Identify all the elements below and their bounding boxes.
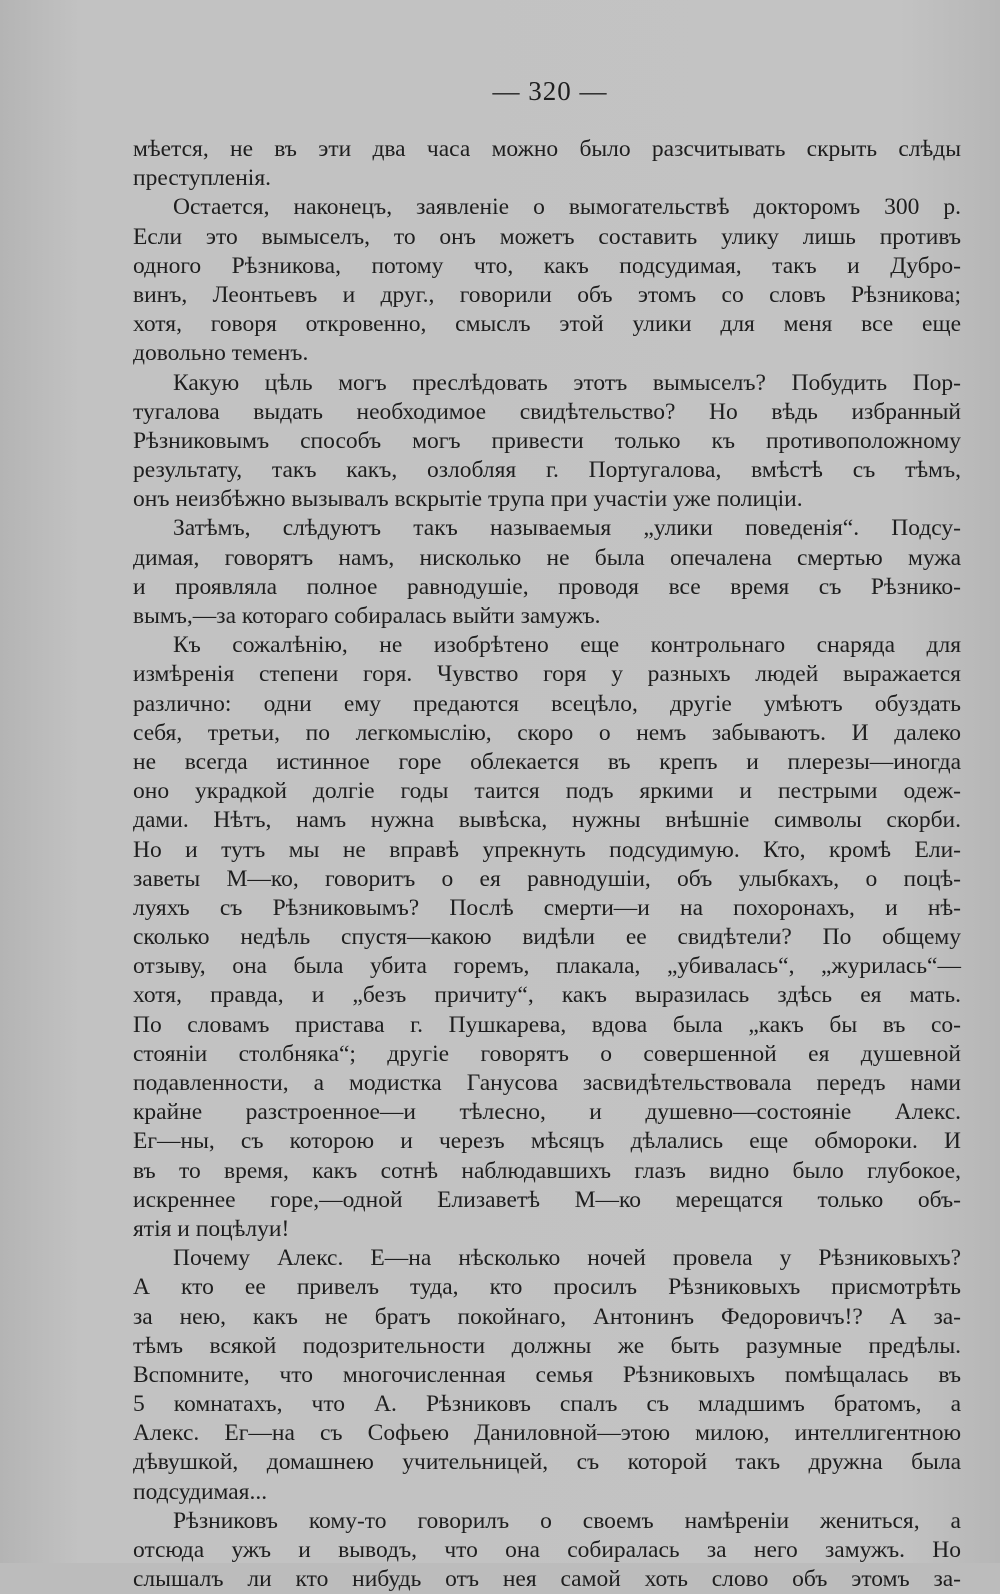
- text-line: крайне разстроенное—и тѣлесно, и душевно—состояніе Алекс.: [133, 1099, 961, 1126]
- text-line: Какую цѣль могъ преслѣдовать этотъ вымыселъ? Побудить Пор-: [173, 369, 961, 396]
- text-line: дѣвушкой, домашнею учительницей, съ которой такъ дружна была: [133, 1449, 961, 1476]
- text-line: Къ сожалѣнію, не изобрѣтено еще контрольнаго снаряда для: [173, 632, 961, 659]
- text-line: оно украдкой долгіе годы таится подъ яркими и пестрыми одеж-: [133, 778, 961, 805]
- text-line: не всегда истинное горе облекается въ крепъ и плерезы—иногда: [133, 748, 961, 775]
- text-line: сколько недѣль спустя—какою видѣли ее свидѣтели? По общему: [133, 924, 961, 951]
- text-line: искреннее горе,—одной Елизаветѣ М—ко мерещатся только объ-: [133, 1186, 961, 1213]
- text-line: А кто ее привелъ туда, кто просилъ Рѣзниковыхъ присмотрѣть: [133, 1274, 961, 1301]
- text-line: стояніи столбняка“; другіе говорятъ о совершенной ея душевной: [133, 1040, 961, 1067]
- body-text: [133, 135, 961, 1594]
- text-line: Если это вымыселъ, то онъ можетъ составить улику лишь противъ: [133, 223, 961, 250]
- text-line: измѣренія степени горя. Чувство горя у разныхъ людей выражается: [133, 661, 961, 688]
- page-number: — 320 —: [492, 76, 608, 106]
- text-line: отсюда ужъ и выводъ, что она собиралась за него замужъ. Но: [133, 1537, 961, 1563]
- text-line: хотя, правда, и „безъ причиту“, какъ выразилась здѣсь ея мать.: [133, 982, 961, 1009]
- text-line: мѣется, не въ эти два часа можно было разсчитывать скрыть слѣды: [133, 136, 961, 162]
- text-line: одного Рѣзникова, потому что, какъ подсудимая, такъ и Дубро-: [133, 252, 961, 279]
- text-line: онъ неизбѣжно вызывалъ вскрытіе трупа при участіи уже полиціи.: [133, 486, 803, 513]
- text-line: слышалъ ли кто нибудь отъ нея самой хоть слово объ этомъ за-: [133, 1566, 961, 1593]
- text-line: Затѣмъ, слѣдуютъ такъ называемыя „улики поведенія“. Подсу-: [173, 515, 961, 542]
- text-line: ятія и поцѣлуи!: [133, 1215, 290, 1242]
- text-line: хотя, говоря откровенно, смыслъ этой улики для меня все еще: [133, 311, 961, 338]
- text-line: преступленія.: [133, 165, 272, 192]
- text-line: Остается, наконецъ, заявленіе о вымогательствѣ докторомъ 300 р.: [173, 194, 961, 221]
- text-line: подсудимая...: [133, 1478, 268, 1505]
- text-line: димая, говорятъ намъ, нисколько не была опечалена смертью мужа: [133, 544, 961, 571]
- text-line: Рѣзниковъ кому-то говорилъ о своемъ намѣреніи жениться, а: [173, 1507, 961, 1534]
- text-line: за нею, какъ не братъ покойнаго, Антонинъ Федоровичъ!? А за-: [133, 1303, 961, 1330]
- text-line: тѣмъ всякой подозрительности должны же быть разумные предѣлы.: [133, 1332, 961, 1359]
- text-line: вымъ,—за котораго собиралась выйти замужъ.: [133, 603, 601, 629]
- text-line: луяхъ съ Рѣзниковымъ? Послѣ смерти—и на похоронахъ, и нѣ-: [133, 894, 961, 921]
- text-line: себя, третьи, по легкомыслію, скоро о немъ забываютъ. И далеко: [133, 719, 961, 746]
- text-line: винъ, Леонтьевъ и друг., говорили объ этомъ со словъ Рѣзникова;: [133, 281, 961, 308]
- text-line: и проявляла полное равнодушіе, проводя все время съ Рѣзнико-: [133, 573, 961, 600]
- text-line: подавленности, а модистка Ганусова засвидѣтельствовала передъ нами: [133, 1070, 961, 1096]
- text-line: довольно теменъ.: [133, 340, 309, 367]
- text-line: Но и тутъ мы не вправѣ упрекнуть подсудимую. Кто, кромѣ Ели-: [133, 836, 961, 863]
- text-line: отзыву, она была убита горемъ, плакала, „убивалась“, „журилась“—: [133, 953, 961, 980]
- text-line: Рѣзниковымъ способъ могъ привести только къ противоположному: [133, 427, 961, 454]
- text-line: Алекс. Ег—на съ Софьею Даниловной—этою милою, интеллигентною: [133, 1420, 961, 1447]
- text-line: Вспомните, что многочисленная семья Рѣзниковыхъ помѣщалась въ: [133, 1361, 961, 1388]
- text-line: Почему Алекс. Е—на нѣсколько ночей провела у Рѣзниковыхъ?: [173, 1245, 961, 1272]
- text-line: Ег—ны, съ которою и черезъ мѣсяцъ дѣлались еще обмороки. И: [133, 1128, 961, 1155]
- text-line: По словамъ пристава г. Пушкарева, вдова была „какъ бы въ со-: [133, 1011, 961, 1038]
- text-line: въ то время, какъ сотнѣ наблюдавшихъ глазъ видно было глубокое,: [133, 1157, 961, 1184]
- text-line: результату, такъ какъ, озлобляя г. Португалова, вмѣстѣ съ тѣмъ,: [133, 457, 961, 484]
- text-line: дами. Нѣтъ, намъ нужна вывѣска, нужны внѣшніе символы скорби.: [133, 807, 961, 834]
- text-line: заветы М—ко, говоритъ о ея равнодушіи, объ улыбкахъ, о поцѣ-: [133, 865, 961, 892]
- text-line: тугалова выдать необходимое свидѣтельство? Но вѣдь избранный: [133, 398, 961, 425]
- text-line: различно: одни ему предаются всецѣло, другіе умѣютъ обуздать: [133, 690, 961, 717]
- text-line: 5 комнатахъ, что А. Рѣзниковъ спалъ съ младшимъ братомъ, а: [133, 1391, 961, 1418]
